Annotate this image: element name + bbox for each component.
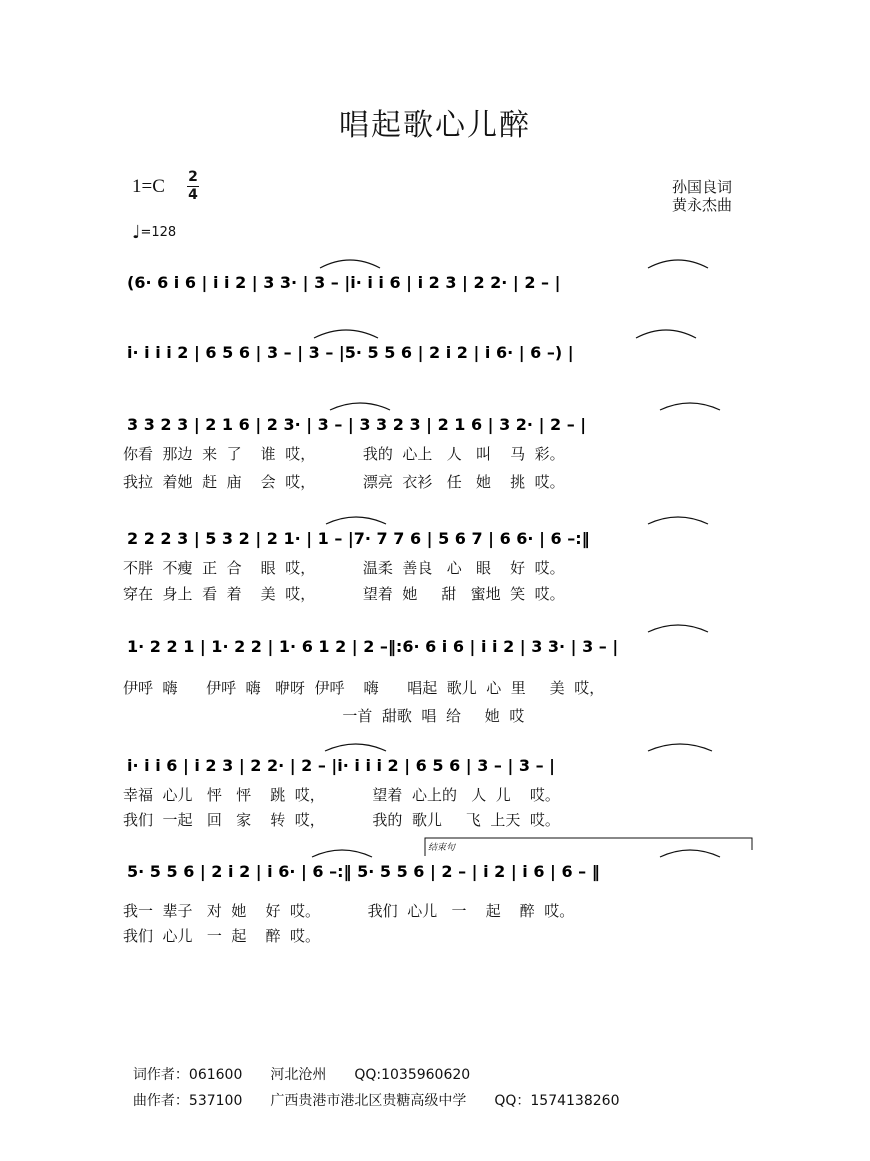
time-signature-bottom: 4 bbox=[188, 187, 198, 203]
key-signature: 1=C bbox=[132, 176, 165, 197]
composer-credit: 黄永杰曲 bbox=[672, 196, 733, 214]
footer-lyricist-qq: QQ:1035960620 bbox=[354, 1067, 471, 1083]
quarter-note-icon: ♩ bbox=[132, 222, 141, 243]
svg-text:5· 5 5 6 | 2 i 2 | i 6· |: 5· 5 5 6 | 2 i 2 | i 6· | 6 –:‖ 5· 5 5 6 | 2 – | i 2 | i 6 | 6 – ‖ bbox=[127, 862, 600, 881]
lyric-line-5-verse-1: 伊呼 嗨 伊呼 嗨 咿呀 伊呼 嗨 唱起 歌儿 心 里 美 哎， bbox=[123, 679, 605, 697]
lyric-line-4-verse-1: 不胖 不瘦 正 合 眼 哎， 温柔 善良 心 眼 好 哎。 bbox=[123, 559, 565, 577]
footer-composer-qq: QQ：1574138260 bbox=[494, 1093, 620, 1109]
footer-lyricist-id: 词作者：061600 bbox=[132, 1067, 243, 1083]
footer-lyricist-location: 河北沧州 bbox=[270, 1067, 327, 1083]
score-line-5 bbox=[127, 637, 618, 657]
ending-bracket bbox=[425, 838, 752, 856]
score-line-1 bbox=[127, 273, 560, 293]
lyric-line-7-verse-2: 我们 心儿 一 起 醉 哎。 bbox=[123, 927, 320, 945]
score-line-6 bbox=[127, 756, 555, 776]
lyric-line-4-verse-2: 穿在 身上 看 着 美 哎， 望着 她 甜 蜜地 笑 哎。 bbox=[123, 585, 565, 603]
footer-composer-id: 曲作者：537100 bbox=[132, 1093, 243, 1109]
song-title: 唱起歌心儿醉 bbox=[339, 108, 531, 143]
ending-label: 结束句 bbox=[428, 843, 456, 853]
footer-composer-location: 广西贵港市港北区贵糖高级中学 bbox=[270, 1093, 467, 1109]
lyric-line-3-verse-2: 我拉 着她 赶 庙 会 哎， 漂亮 衣衫 任 她 挑 哎。 bbox=[123, 473, 565, 491]
score-line-3 bbox=[127, 415, 586, 435]
score-line-2 bbox=[127, 343, 574, 363]
lyric-line-6-verse-2: 我们 一起 回 家 转 哎， 我的 歌儿 飞 上天 哎。 bbox=[123, 811, 560, 829]
svg-text:3 3 2 3 | 2 1 6 | 2 3· |: 3 3 2 3 | 2 1 6 | 2 3· | 3 – | 3 3 2 3 | 2 1 6 | 3 2· | 2 – | bbox=[127, 415, 587, 434]
lyric-line-5-verse-2: 一首 甜歌 唱 给 她 哎 bbox=[123, 707, 525, 725]
score-line-4 bbox=[127, 529, 590, 549]
footer-composer-info bbox=[124, 1074, 647, 1110]
lyric-line-7-verse-1: 我一 辈子 对 她 好 哎。 我们 心儿 一 起 醉 哎。 bbox=[123, 902, 575, 920]
lyric-line-3-verse-1: 你看 那边 来 了 谁 哎， 我的 心上 人 叫 马 彩。 bbox=[123, 445, 565, 463]
svg-text:(6· 6 i 6 | i i 2 | 3 3·: (6· 6 i 6 | i i 2 | 3 3· | 3 – |i· i i 6 | i 2 3 | 2 2· | 2 – | bbox=[127, 273, 561, 292]
score-line-7 bbox=[127, 862, 600, 882]
lyric-line-6-verse-1: 幸福 心儿 怦 怦 跳 哎， 望着 心上的 人 儿 哎。 bbox=[123, 786, 560, 804]
time-signature-top: 2 bbox=[188, 169, 198, 185]
svg-text:i· i i i 2 | 6 5 6 | 3 –: i· i i i 2 | 6 5 6 | 3 – | 3 – |5· 5 5 6 | 2 i 2 | i 6· | 6 –) | bbox=[127, 343, 574, 362]
svg-text:2 2 2 3 | 5 3 2 | 2 1· |: 2 2 2 3 | 5 3 2 | 2 1· | 1 – |7· 7 7 6 | 5 6 7 | 6 6· | 6 –:‖ bbox=[127, 529, 590, 548]
lyricist-credit: 孙国良词 bbox=[672, 178, 733, 196]
svg-text:i· i i 6 | i 2 3 | 2 2· |: i· i i 6 | i 2 3 | 2 2· | 2 – |i· i i i 2 | 6 5 6 | 3 – | 3 – | bbox=[127, 756, 555, 775]
tempo-value: =128 bbox=[140, 225, 177, 240]
svg-text:1· 2 2 1 | 1· 2 2 | 1· 6 1: 1· 2 2 1 | 1· 2 2 | 1· 6 1 2 | 2 –‖:6· 6 i 6 | i i 2 | 3 3· | 3 – | bbox=[127, 637, 619, 656]
